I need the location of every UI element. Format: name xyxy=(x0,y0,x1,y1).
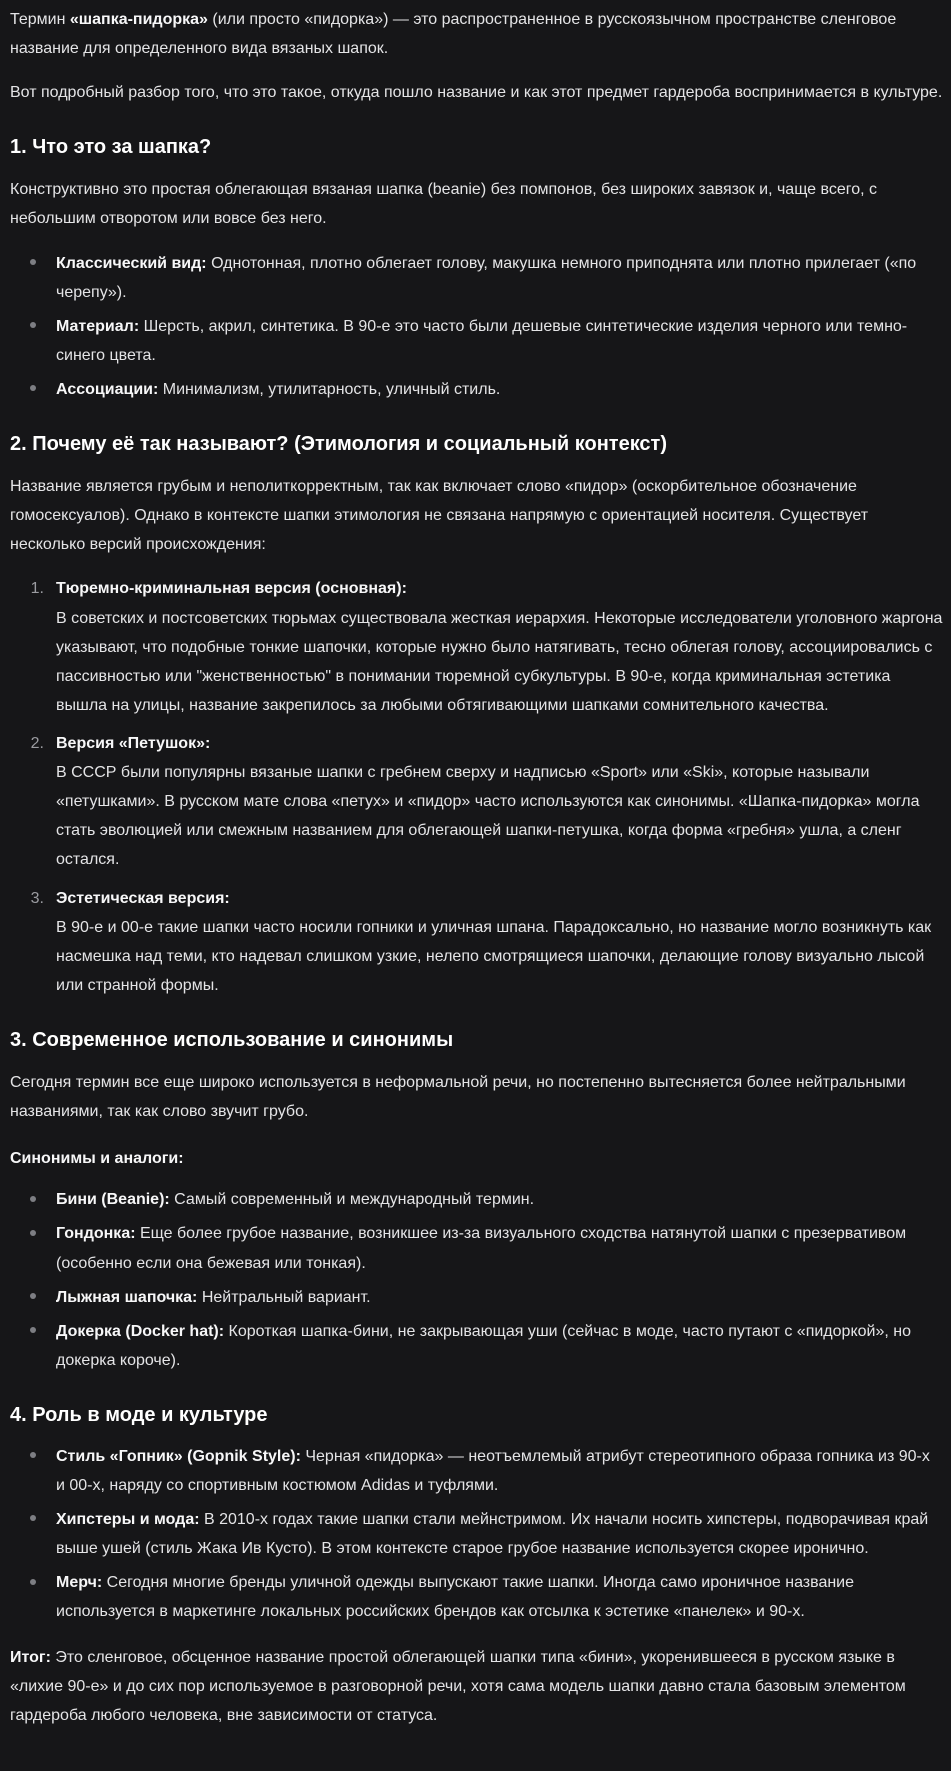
list-item-label: Хипстеры и мода: xyxy=(56,1511,200,1529)
list-item-text: Короткая шапка-бини, не закрывающая уши (сейчас в моде, часто путают с «пидоркой», но докерка короче). xyxy=(56,1322,911,1369)
section3-paragraph: Сегодня термин все еще широко используется в неформальной речи, но постепенно вытесняется более нейтральными названиями, так как слово звучит грубо. xyxy=(10,1073,906,1121)
list-item-text: В советских и постсоветских тюрьмах существовала жесткая иерархия. Некоторые исследователи уголовного жаргона указывают, что подобные тонкие шапочки, которые нужно было натягивать, тесно облегая голову, ассоциировались с пассивностью или "женственностью" в понимании тюремной субкультуры. В 90-е, когда криминальная эстетика вышла на улицы, название закрепилось за любыми обтягивающими шапками сомнительного качества. xyxy=(56,609,943,714)
list-item xyxy=(10,1568,943,1626)
outro-text: Это сленговое, обсценное название простой облегающей шапки типа «бини», укоренившееся в русском языке в «лихие 90-е» и до сих пор используемое в разговорной речи, хотя сама модель шапки давно стала базовым элементом гардероба любого человека, вне зависимости от статуса. xyxy=(10,1648,906,1724)
list-item-body xyxy=(56,1568,943,1626)
list-item-text: В 2010-х годах такие шапки стали мейнстримом. Их начали носить хипстеры, подворачивая край выше ушей (стиль Жака Ив Кусто). В этом контексте старое грубое название используется скорее иронично. xyxy=(56,1511,929,1558)
list-item-label: Лыжная шапочка: xyxy=(56,1288,198,1306)
list-item-body xyxy=(56,1283,943,1312)
section-heading-1: 1. Что это за шапка? xyxy=(10,136,212,159)
list-item xyxy=(10,1317,943,1375)
list-item-body xyxy=(56,1219,943,1277)
list-item xyxy=(10,1505,943,1563)
list-item-body xyxy=(56,1317,943,1375)
list-item-body xyxy=(56,1505,943,1563)
bullet-icon xyxy=(30,1196,36,1202)
bullet-icon xyxy=(30,1293,36,1299)
bullet-marker xyxy=(10,1283,56,1312)
list-item-label: Ассоциации: xyxy=(56,380,159,398)
bullet-marker xyxy=(10,1505,56,1534)
list-item-body xyxy=(56,1185,943,1214)
list-item-body xyxy=(56,375,943,404)
list-number: 1. xyxy=(30,580,44,598)
list-item xyxy=(10,1283,943,1312)
list-item-label-line xyxy=(56,574,943,603)
list-item-label: Мерч: xyxy=(56,1574,103,1592)
list-item-body xyxy=(56,1442,943,1500)
section-heading-3: 3. Современное использование и синонимы xyxy=(10,1028,454,1051)
term-bold: «шапка-пидорка» xyxy=(69,11,208,28)
bullet-marker xyxy=(10,1219,56,1248)
paragraph-intro-1 xyxy=(10,5,943,63)
list-number: 2. xyxy=(30,734,44,752)
list-item xyxy=(10,729,943,875)
list-item xyxy=(10,1442,943,1500)
bullet-marker xyxy=(10,1185,56,1214)
section-heading-4: 4. Роль в моде и культуре xyxy=(10,1403,268,1426)
bullet-marker xyxy=(10,249,56,278)
bullet-marker xyxy=(10,375,56,404)
list-item xyxy=(10,1185,943,1214)
list-item-label: Тюремно-криминальная версия (основная): xyxy=(56,580,407,598)
list-item-text: В 90-е и 00-е такие шапки часто носили гопники и уличная шпана. Парадоксально, но название могло возникнуть как насмешка над теми, кто надевал слишком узкие, нелепо смотрящиеся шапочки, делающие голову визуально лысой или странной формы. xyxy=(56,918,932,994)
list-item-label: Эстетическая версия: xyxy=(56,889,230,907)
bullet-icon xyxy=(30,322,36,328)
list-item-label: Материал: xyxy=(56,317,140,335)
paragraph-outro xyxy=(10,1643,943,1730)
list-item-body xyxy=(56,729,943,875)
list-item xyxy=(10,574,943,720)
list-item-label-line xyxy=(56,884,943,913)
intro-text-post: (или просто «пидорка») — это распространенное в русскоязычном пространстве сленговое название для определенного вида вязаных шапок. xyxy=(10,11,897,58)
list-item-text: В СССР были популярны вязаные шапки с гребнем сверху и надписью «Sport» или «Ski», которые называли «петушками». В русском мате слова «петух» и «пидор» часто используются как синонимы. «Шапка-пидорка» могла стать эволюцией или смежным названием для облегающей шапки-петушка, когда форма «гребня» ушла, а сленг остался. xyxy=(56,764,920,869)
list-item-text: Самый современный и международный термин. xyxy=(169,1191,535,1209)
list-item xyxy=(10,375,943,404)
bullet-icon xyxy=(30,1327,36,1333)
bullet-icon xyxy=(30,259,36,265)
bullet-icon xyxy=(30,1515,36,1521)
synonyms-subheading: Синонимы и аналоги: xyxy=(10,1150,184,1168)
bullet-marker xyxy=(10,1568,56,1597)
list-item-text: Нейтральный вариант. xyxy=(197,1288,371,1306)
list-item-text: Шерсть, акрил, синтетика. В 90-е это часто были дешевые синтетические изделия черного или темно-синего цвета. xyxy=(56,317,908,364)
section1-paragraph: Конструктивно это простая облегающая вязаная шапка (beanie) без помпонов, без широких завязок и, чаще всего, с небольшим отворотом или вовсе без него. xyxy=(10,181,878,228)
bullet-icon xyxy=(30,1230,36,1236)
bullet-marker xyxy=(10,1317,56,1346)
list-item-label: Классический вид: xyxy=(56,254,207,272)
list-item-body xyxy=(56,249,943,307)
paragraph-intro-2: Вот подробный разбор того, что это такое, откуда пошло название и как этот предмет гардероба воспринимается в культуре. xyxy=(10,84,943,102)
bullet-marker xyxy=(10,312,56,341)
section1-bullet-list xyxy=(10,249,943,405)
list-item-body xyxy=(56,312,943,370)
section2-numbered-list xyxy=(10,574,943,1000)
section3-bullet-list xyxy=(10,1185,943,1375)
section4-bullet-list xyxy=(10,1442,943,1627)
intro-text-pre: Термин xyxy=(10,11,70,28)
outro-label: Итог: xyxy=(10,1648,51,1666)
list-item-label-line xyxy=(56,729,943,758)
list-item xyxy=(10,312,943,370)
list-item-text: Сегодня многие бренды уличной одежды выпускают такие шапки. Иногда само ироничное название используется в маркетинге локальных российских брендов как отсылка к эстетике «панелек» и 90-х. xyxy=(56,1574,855,1621)
list-item xyxy=(10,884,943,1000)
list-item-label: Стиль «Гопник» (Gopnik Style): xyxy=(56,1447,301,1465)
list-item-text: Однотонная, плотно облегает голову, макушка немного приподнята или плотно прилегает («по черепу»). xyxy=(56,254,917,301)
list-item-label: Докерка (Docker hat): xyxy=(56,1322,225,1340)
list-item-text: Еще более грубое название, возникшее из-за визуального сходства натянутой шапки с презервативом (особенно если она бежевая или тонкая). xyxy=(56,1225,907,1272)
bullet-icon xyxy=(30,1579,36,1585)
list-item xyxy=(10,1219,943,1277)
section2-paragraph: Название является грубым и неполиткорректным, так как включает слово «пидор» (оскорбительное обозначение гомосексуалов). Однако в контексте шапки этимология не связана напрямую с ориентацией носителя. Существует несколько версий происхождения: xyxy=(10,478,869,554)
list-item-label: Версия «Петушок»: xyxy=(56,734,211,752)
list-item-text: Черная «пидорка» — неотъемлемый атрибут стереотипного образа гопника из 90-х и 00-х, наряду со спортивным костюмом Adidas и туфлями. xyxy=(56,1447,930,1495)
list-item-body xyxy=(56,574,943,720)
bullet-icon xyxy=(30,1452,36,1458)
bullet-icon xyxy=(30,385,36,391)
section-heading-2: 2. Почему её так называют? (Этимология и социальный контекст) xyxy=(10,433,668,456)
list-item-body xyxy=(56,884,943,1000)
list-item-label: Бини (Beanie): xyxy=(56,1191,170,1209)
list-item-label: Гондонка: xyxy=(56,1225,136,1243)
list-item xyxy=(10,249,943,307)
bullet-marker xyxy=(10,1442,56,1471)
list-item-text: Минимализм, утилитарность, уличный стиль. xyxy=(158,380,501,398)
list-number: 3. xyxy=(30,889,44,907)
